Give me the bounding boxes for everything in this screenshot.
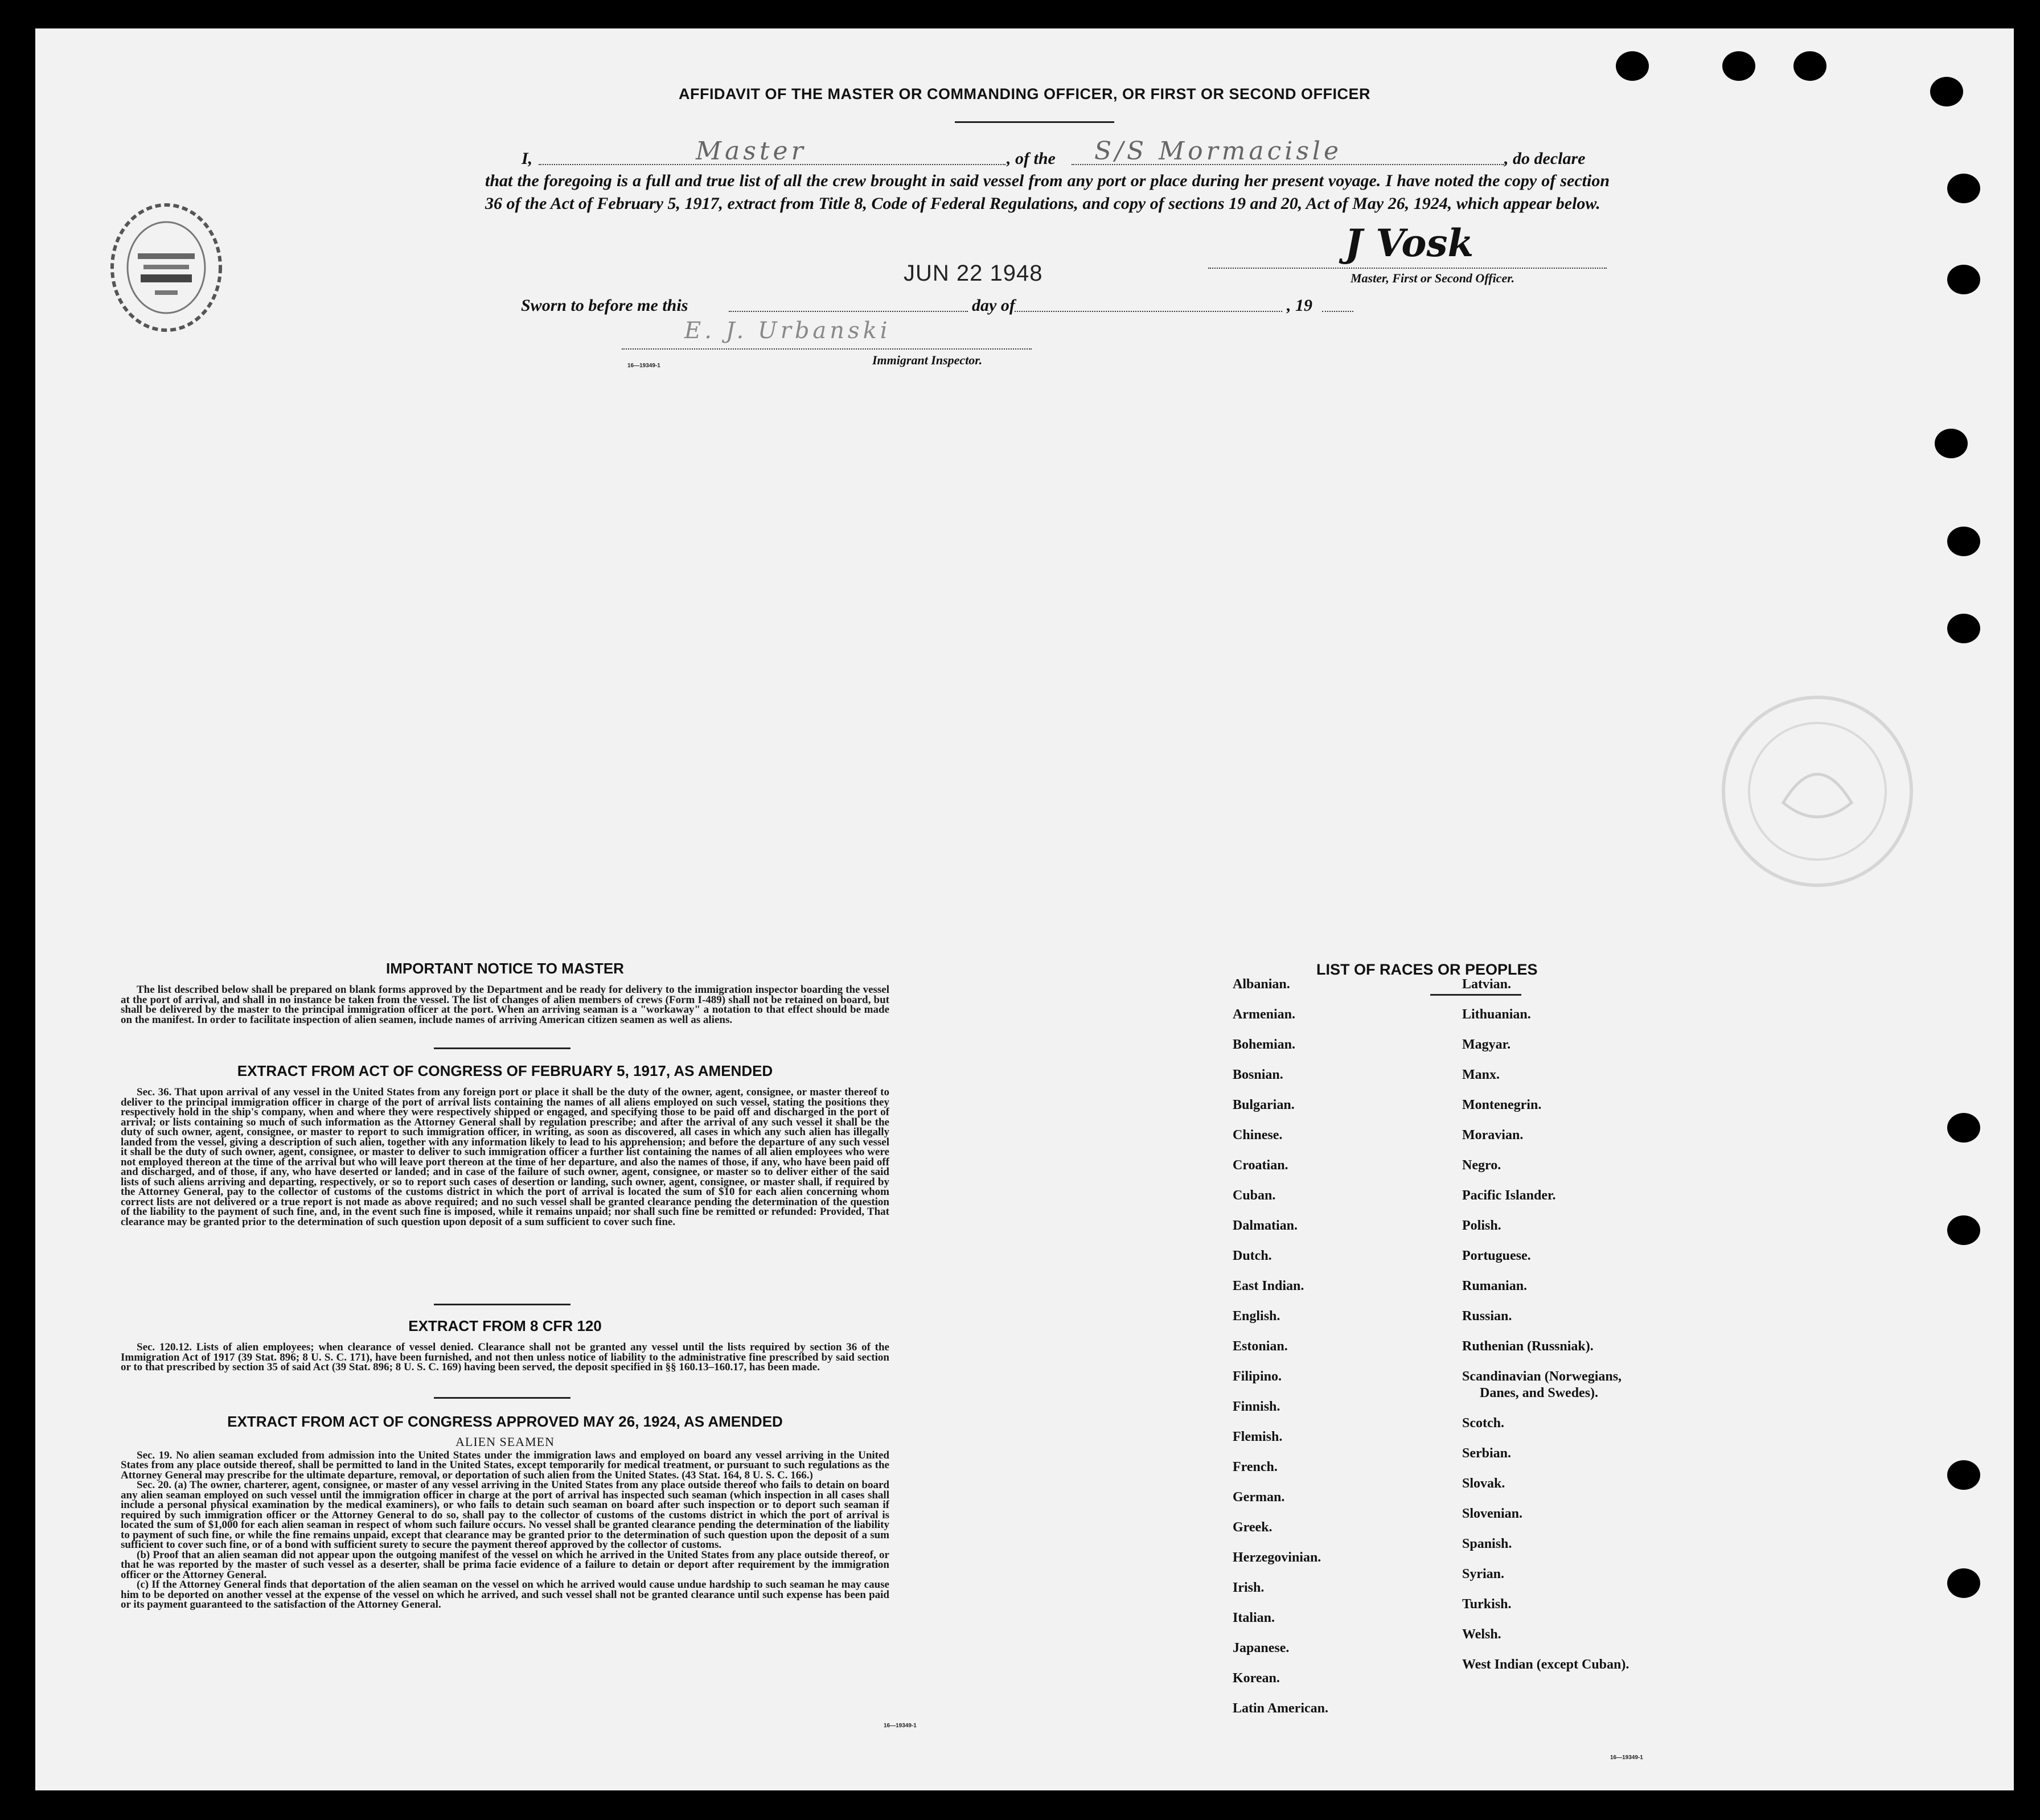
sworn-day-line: [729, 311, 968, 312]
race-item: German.: [1233, 1490, 1285, 1505]
race-item: Moravian.: [1462, 1128, 1524, 1143]
punch-hole: [1947, 527, 1980, 556]
punch-hole: [1947, 174, 1980, 203]
notice-paragraph: The list described below shall be prepared on blank forms approved by the Department and be ready for delivery to the immigration inspector boarding the vessel at the port of arrival, and shall in no instance be taken from the vessel. The list of changes of alien members of crews (Form I-489) shall not be retained on board, but shall be delivered by the master to the principal immigration officer at the port. When an arriving seaman is a "workaway" a notation to that effect should be made on the manifest. In order to facilitate inspection of alien seamen, include names of arriving American citizen seamen as well as aliens.: [121, 984, 889, 1026]
race-item: Montenegrin.: [1462, 1098, 1542, 1112]
form-number-right: 16—19349-1: [1610, 1755, 1643, 1761]
port-stamp-icon: [104, 199, 229, 336]
punch-hole: [1722, 51, 1755, 81]
punch-hole: [1793, 51, 1826, 81]
punch-hole: [1947, 1460, 1980, 1490]
sec36-paragraph: Sec. 36. That upon arrival of any vessel in the United States from any foreign port or place it shall be the duty of the owner, agent, consignee, or master thereof to deliver to the principal immigration officer in charge of the port of arrival lists containing the names of all aliens employed on such vessel, stating the positions they respectively hold in the ship's company, when and where they were respectively shipped or engaged, and specifying those to be paid off and discharged in the port of arrival; or lists containing so much of such information as the Attorney General shall by regulation prescribe; and after the arrival of any such vessel it shall be the duty of such owner, agent, consignee, or master to report to such immigration officer, in writing, as soon as discovered, all cases in which any such alien has illegally landed from the vessel, giving a description of such alien, together with any information likely to lead to his apprehension; and before the departure of any such vessel it shall be the duty of such owner, agent, consignee, or master to deliver to such immigration officer a further list containing the names of all alien employees who were not employed thereon at the time of the arrival but who will leave port thereon at the time of her departure, and also the names of those, if any, who have been paid off and discharged, and of those, if any, who have deserted or landed; and in case of the failure of such owner, agent, consignee, or master so to deliver either of the said lists of such aliens arriving and departing, respectively, or so to report such cases of desertion or landing, such owner, agent, consignee, or master shall, if required by the Attorney General, pay to the collector of customs of the customs district in which the port of arrival is located the sum of $10 for each alien concerning whom correct lists are not delivered or a true report is not made as above required; and no such vessel shall be granted clearance pending the determination of the question of the liability to the payment of such fine, and, in the event such fine is imposed, while it remains unpaid; nor shall such fine be remitted or refunded: Provided, That clearance may be granted prior to the determination of such question upon deposit of a sum sufficient to cover such fine.: [121, 1086, 889, 1228]
master-signature: J Vosk: [1345, 221, 1474, 265]
sec20c-paragraph: (c) If the Attorney General finds that deportation of the alien seaman on the vessel on which he arrived would cause undue hardship to such seaman he may cause him to be deported on another vessel at the expense of the vessel on which he arrived, and such vessel shall not be granted clearance until such expense has been paid or its payment guaranteed to the satisfaction of the Attorney General.: [121, 1579, 889, 1611]
race-item: Bulgarian.: [1233, 1098, 1295, 1112]
alien-seamen-subtitle: ALIEN SEAMEN: [455, 1435, 555, 1449]
race-item: Syrian.: [1462, 1567, 1505, 1581]
race-item: English.: [1233, 1309, 1280, 1324]
sec20a-paragraph: Sec. 20. (a) The owner, charterer, agent, consignee, or master of any vessel arriving in the United States from any place outside thereof who fails to detain on board any alien seaman employed on such vessel until the immigration officer in charge at the port of arrival has inspected such seaman (which inspection in all cases shall include a personal physical examination by the medical examiners), or who fails to detain such seaman on board after such inspection or to deport such seaman if required by such immigration officer or the Attorney General to do so, shall pay to the collector of customs of the customs district in which the port of arrival is located the sum of $1,000 for each alien seaman in respect of whom such failure occurs. No vessel shall be granted clearance pending the determination of the liability to payment of such fine, or while the fine remains unpaid, except that clearance may be granted prior to the determination of such question upon the deposit of a sum sufficient to cover such fine, or of a bond with sufficient surety to secure the payment thereof approved by the collector of customs.: [121, 1479, 889, 1551]
sworn-year-label: , 19: [1287, 296, 1312, 315]
extract-1924-title: EXTRACT FROM ACT OF CONGRESS APPROVED MAY 26, 1924, AS AMENDED: [227, 1413, 783, 1430]
sworn-prefix: Sworn to before me this: [521, 296, 688, 315]
declare-label: , do declare: [1504, 149, 1586, 168]
race-item: Dalmatian.: [1233, 1218, 1298, 1233]
race-item: Korean.: [1233, 1671, 1280, 1686]
punch-hole: [1947, 1215, 1980, 1245]
affidavit-body: that the foregoing is a full and true list of all the crew brought in said vessel from any port or place during her present voyage. I have noted the copy of section 36 of the Act of February 5, 1917, extract from Title 8, Code of Federal Regulations, and copy of sections 19 and 20, Act of May 26, 1924, which appear below.: [485, 171, 1610, 213]
race-item: Japanese.: [1233, 1641, 1290, 1655]
extract-1917-text: [121, 1087, 889, 1227]
signature-caption: Master, First or Second Officer.: [1351, 271, 1515, 285]
race-item: Ruthenian (Russniak).: [1462, 1339, 1594, 1354]
notice-rule: [434, 1047, 570, 1049]
extract-1917-title: EXTRACT FROM ACT OF CONGRESS OF FEBRUARY 5, 1917, AS AMENDED: [237, 1062, 773, 1079]
extract-1924-text: [121, 1433, 889, 1610]
race-item: Armenian.: [1233, 1007, 1295, 1022]
punch-hole: [1947, 265, 1980, 294]
sworn-day-label: day of: [972, 296, 1015, 315]
sworn-year-line: [1322, 311, 1353, 312]
punch-hole: [1947, 1568, 1980, 1598]
extract-cfr-text: [121, 1342, 889, 1373]
extract-cfr-rule: [434, 1397, 570, 1399]
race-item: Polish.: [1462, 1218, 1501, 1233]
affidavit-title: AFFIDAVIT OF THE MASTER OR COMMANDING OFFICER, OR FIRST OR SECOND OFFICER: [679, 85, 1370, 102]
race-item: Spanish.: [1462, 1536, 1512, 1551]
race-item: Bohemian.: [1233, 1037, 1296, 1052]
race-item: Russian.: [1462, 1309, 1512, 1324]
race-item: Magyar.: [1462, 1037, 1511, 1052]
race-item: Lithuanian.: [1462, 1007, 1531, 1022]
punch-hole: [1930, 77, 1963, 106]
race-item: Chinese.: [1233, 1128, 1283, 1143]
races-rule: [1430, 994, 1521, 996]
races-title: LIST OF RACES OR PEOPLES: [1316, 961, 1538, 978]
form-number-top: 16—19349-1: [627, 363, 660, 369]
notice-text: [121, 985, 889, 1025]
sec12012-paragraph: Sec. 120.12. Lists of alien employees; when clearance of vessel denied. Clearance shall not be granted any vessel until the lists required by section 36 of the Immigration Act of 1917 (39 Stat. 896; 8 U. S. C. 171), have been furnished, and not then unless notice of liability to the administrative fine prescribed by said section or to that prescribed by section 35 of said Act (39 Stat. 896; 8 U. S. C. 169) having been served, the deposit specified in §§ 160.13–160.17, has been made.: [121, 1341, 889, 1373]
race-item: Herzegovinian.: [1233, 1550, 1321, 1565]
race-item: Scotch.: [1462, 1416, 1504, 1431]
sworn-month-line: [1015, 311, 1282, 312]
punch-hole: [1935, 429, 1968, 458]
inspector-caption: Immigrant Inspector.: [872, 353, 983, 367]
race-item: Flemish.: [1233, 1429, 1283, 1444]
vessel-name: S/S Mormacisle: [1094, 137, 1343, 166]
sec20b-paragraph: (b) Proof that an alien seaman did not appear upon the outgoing manifest of the vessel on which he arrived in the United States from any place outside thereof, or that he was reported by the master of such vessel as a deserter, shall be prima facie evidence of a failure to detain or deport after requirement by the immigration officer or the Attorney General.: [121, 1548, 889, 1581]
race-item: Slovenian.: [1462, 1506, 1523, 1521]
race-item: Albanian.: [1233, 977, 1290, 992]
race-item: Bosnian.: [1233, 1067, 1283, 1082]
race-item: Negro.: [1462, 1158, 1501, 1173]
title-rule: [955, 121, 1114, 123]
race-item: Dutch.: [1233, 1248, 1272, 1263]
race-item: Turkish.: [1462, 1597, 1512, 1612]
document-page: [35, 28, 2014, 1790]
extract-1917-rule: [434, 1304, 570, 1305]
signature-line: [1208, 268, 1607, 269]
declarant-prefix: I,: [522, 149, 533, 168]
inspector-signature: E. J. Urbanski: [684, 318, 891, 344]
race-item: Italian.: [1233, 1611, 1275, 1625]
race-item: Finnish.: [1233, 1399, 1280, 1414]
race-item: Croatian.: [1233, 1158, 1288, 1173]
race-item: Danes, and Swedes).: [1480, 1386, 1599, 1400]
faded-seal-icon: [1715, 689, 1920, 894]
race-item: Filipino.: [1233, 1369, 1282, 1384]
race-item: Slovak.: [1462, 1476, 1505, 1491]
race-item: Serbian.: [1462, 1446, 1512, 1461]
notice-title: IMPORTANT NOTICE TO MASTER: [386, 960, 624, 977]
form-number-left: 16—19349-1: [884, 1723, 917, 1729]
race-item: Scandinavian (Norwegians,: [1462, 1369, 1622, 1384]
race-item: French.: [1233, 1460, 1278, 1474]
inspector-line: [622, 348, 1032, 350]
race-item: Greek.: [1233, 1520, 1273, 1535]
race-item: Welsh.: [1462, 1627, 1501, 1642]
sec19-paragraph: Sec. 19. No alien seaman excluded from admission into the United States under the immigration laws and employed on board any vessel arriving in the United States from any place outside thereof, shall be permitted to land in the United States, except temporarily for medical treatment, or pursuant to such regulations as the Attorney General may prescribe for the ultimate departure, removal, or deportation of such alien from the United States. (43 Stat. 164, 8 U. S. C. 166.): [121, 1449, 889, 1481]
punch-hole: [1616, 51, 1649, 81]
race-item: Estonian.: [1233, 1339, 1288, 1354]
punch-hole: [1947, 614, 1980, 643]
race-item: Latin American.: [1233, 1701, 1328, 1716]
declarant-name: Master: [696, 137, 807, 166]
race-item: Manx.: [1462, 1067, 1500, 1082]
race-item: Cuban.: [1233, 1188, 1276, 1203]
race-item: Rumanian.: [1462, 1279, 1528, 1293]
date-stamp: JUN 22 1948: [904, 261, 1043, 286]
punch-hole: [1947, 1113, 1980, 1143]
race-item: Portuguese.: [1462, 1248, 1531, 1263]
race-item: Pacific Islander.: [1462, 1188, 1556, 1203]
race-item: West Indian (except Cuban).: [1462, 1657, 1629, 1672]
race-item: Irish.: [1233, 1580, 1265, 1595]
race-item: East Indian.: [1233, 1279, 1304, 1293]
extract-cfr-title: EXTRACT FROM 8 CFR 120: [408, 1317, 602, 1334]
race-item: Latvian.: [1462, 977, 1512, 992]
of-the-label: , of the: [1007, 149, 1056, 168]
